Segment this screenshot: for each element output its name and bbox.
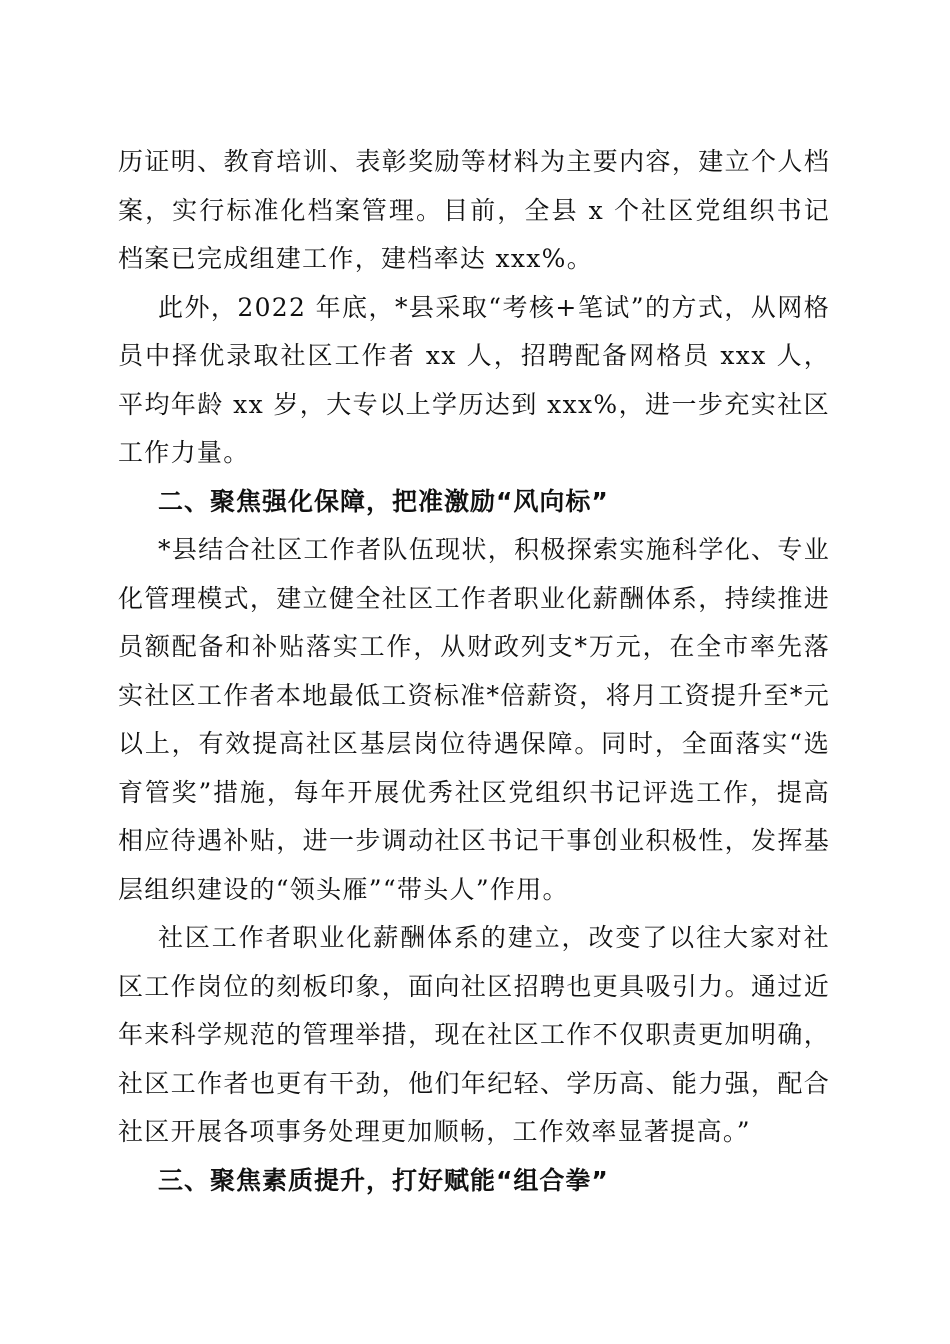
paragraph-salary-system: *县结合社区工作者队伍现状，积极探索实施科学化、专业化管理模式，建立健全社区工作者职业化薪酬体系，持续推进员额配备和补贴落实工作，从财政列支*万元，在全市率先落实社区工作者本地最低工资标准*倍薪资，将月工资提升至*元以上，有效提高社区基层岗位待遇保障。同时，全面落实“选育管奖”措施，每年开展优秀社区党组织书记评选工作，提高相应待遇补贴，进一步调动社区书记干事创业积极性，发挥基层组织建设的“领头雁”“带头人”作用。 <box>118 535 830 904</box>
section-heading-2: 二、聚焦强化保障，把准激励“风向标” <box>158 486 609 516</box>
section-heading-3: 三、聚焦素质提升，打好赋能“组合拳” <box>158 1165 609 1195</box>
paragraph-recruitment: 此外，2022 年底，*县采取“考核+笔试”的方式，从网格员中择优录取社区工作者 xx 人，招聘配备网格员 xxx 人，平均年龄 xx 岁，大专以上学历达到 xxx%，进一步充实社区工作力量。 <box>118 292 830 467</box>
paragraph-archive-management: 历证明、教育培训、表彰奖励等材料为主要内容，建立个人档案，实行标准化档案管理。目前，全县 x 个社区党组织书记档案已完成组建工作，建档率达 xxx%。 <box>118 147 830 273</box>
document-body <box>118 138 830 1205</box>
paragraph-salary-effects: 社区工作者职业化薪酬体系的建立，改变了以往大家对社区工作岗位的刻板印象，面向社区招聘也更具吸引力。通过近年来科学规范的管理举措，现在社区工作不仅职责更加明确，社区工作者也更有干劲，他们年纪轻、学历高、能力强，配合社区开展各项事务处理更加顺畅，工作效率显著提高。” <box>118 923 830 1146</box>
